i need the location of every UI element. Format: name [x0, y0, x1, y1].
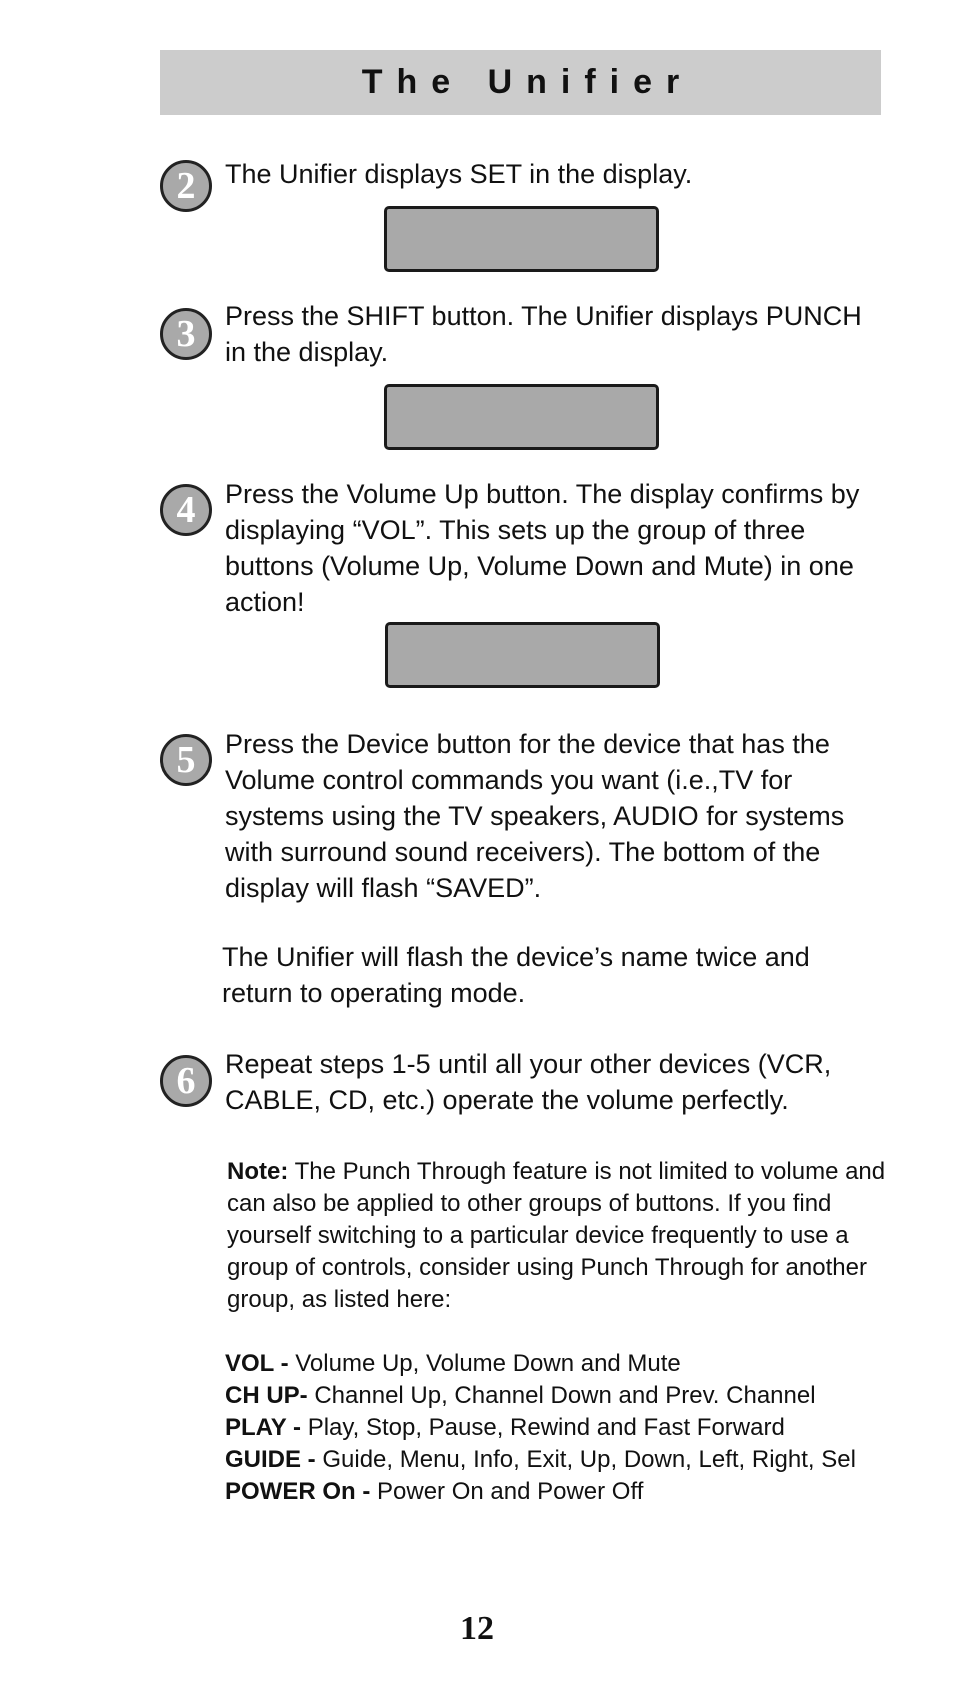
step-4-badge: 4: [160, 484, 212, 536]
note-paragraph: [227, 1156, 887, 1316]
display-illustration-set: [384, 206, 659, 272]
group-name: PLAY -: [225, 1414, 308, 1441]
group-description: Volume Up, Volume Down and Mute: [295, 1350, 681, 1377]
step-5-followup-text: The Unifier will flash the device’s name twice and return to operating mode.: [222, 942, 810, 1008]
display-illustration-vol: [385, 622, 660, 688]
page-number: 12: [460, 1610, 494, 1647]
group-row-play: [225, 1412, 925, 1444]
step-3-badge: 3: [160, 308, 212, 360]
step-6-text: Repeat steps 1-5 until all your other devices (VCR, CABLE, CD, etc.) operate the volume perfectly.: [225, 1049, 832, 1115]
group-row-vol: [225, 1348, 925, 1380]
group-description: Play, Stop, Pause, Rewind and Fast Forward: [307, 1414, 785, 1441]
step-4-text: Press the Volume Up button. The display confirms by displaying “VOL”. This sets up the group of three buttons (Volume Up, Volume Down and Mute) in one action!: [225, 479, 860, 617]
step-2-text: The Unifier displays SET in the display.: [225, 159, 693, 189]
group-name: GUIDE -: [225, 1446, 323, 1473]
note-text: The Punch Through feature is not limited to volume and can also be applied to other groups of buttons. If you find yourself switching to a particular device frequently to use a group of controls, consider using Punch Through for another group, as listed here:: [227, 1158, 886, 1313]
step-5-badge: 5: [160, 734, 212, 786]
group-name: VOL -: [225, 1350, 296, 1377]
step-2-badge: 2: [160, 160, 212, 212]
group-name: POWER On -: [225, 1478, 377, 1505]
step-3-text: Press the SHIFT button. The Unifier displays PUNCH in the display.: [225, 301, 862, 367]
step-5-text: Press the Device button for the device that has the Volume control commands you want (i.e.,TV for systems using the TV speakers, AUDIO for systems with surround sound receivers). The bottom of the display will flash “SAVED”.: [225, 729, 845, 903]
page-header: [160, 50, 881, 115]
group-name: CH UP-: [225, 1382, 315, 1409]
step-6-badge: 6: [160, 1055, 212, 1107]
display-illustration-punch: [384, 384, 659, 450]
page-title: The Unifier: [361, 63, 694, 101]
group-row-ch-up: [225, 1380, 925, 1412]
group-row-guide: [225, 1444, 925, 1476]
group-row-power-on: [225, 1476, 925, 1508]
group-description: Channel Up, Channel Down and Prev. Channel: [314, 1382, 816, 1409]
note-label: Note:: [227, 1158, 289, 1185]
group-description: Guide, Menu, Info, Exit, Up, Down, Left, Right, Sel: [322, 1446, 856, 1473]
group-description: Power On and Power Off: [377, 1478, 644, 1505]
punch-through-group-list: [225, 1348, 925, 1508]
